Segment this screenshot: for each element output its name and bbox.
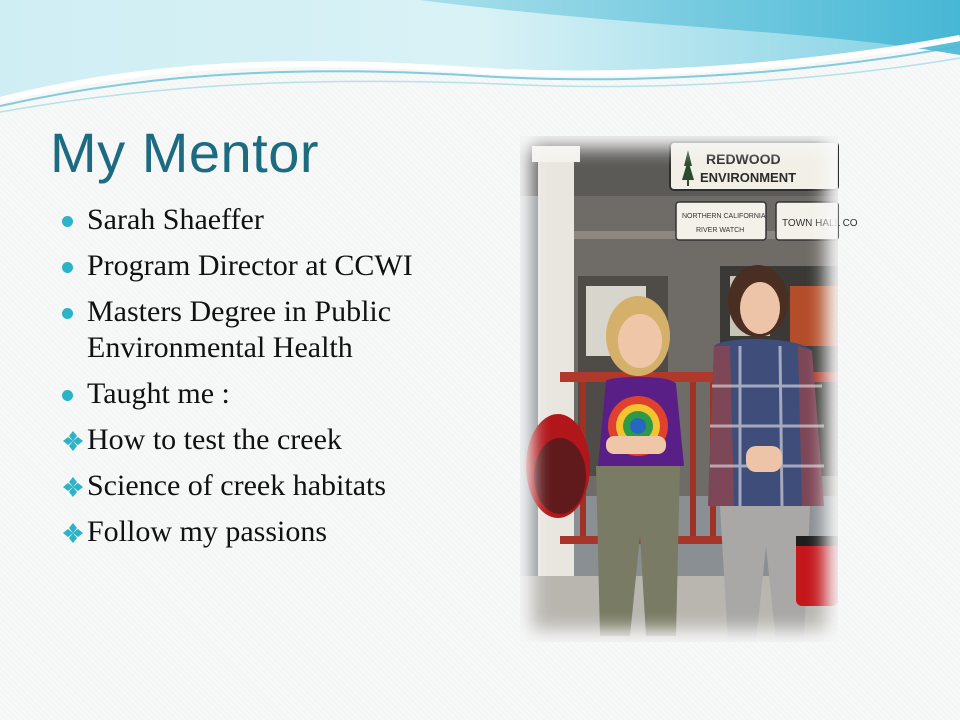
sign-main-line2: ENVIRONMENT xyxy=(700,170,797,185)
bullet-text: Sarah Shaeffer xyxy=(87,203,264,236)
bullet-text: Program Director at CCWI xyxy=(87,249,413,282)
diamond-bullet-icon xyxy=(62,476,84,498)
sub-bullet-item xyxy=(62,422,482,458)
bullet-dot-icon xyxy=(62,308,73,319)
bullet-item xyxy=(62,294,482,366)
bullet-item xyxy=(62,248,482,284)
sign-left-line2: RIVER WATCH xyxy=(696,227,745,234)
sign-right: TOWN HALL CO xyxy=(782,218,858,229)
bullet-text: Taught me : xyxy=(87,377,230,410)
bullet-item xyxy=(62,202,482,238)
sign-left-line1: NORTHERN CALIFORNIA xyxy=(682,213,766,220)
header-wave-decoration xyxy=(0,0,960,120)
sub-bullet-item xyxy=(62,468,482,504)
bullet-list xyxy=(62,202,482,560)
slide-title: My Mentor xyxy=(50,121,319,184)
diamond-bullet-icon xyxy=(62,430,84,452)
bullet-text: How to test the creek xyxy=(87,423,342,456)
bullet-dot-icon xyxy=(62,262,73,273)
bullet-dot-icon xyxy=(62,216,73,227)
bullet-item xyxy=(62,376,482,412)
diamond-bullet-icon xyxy=(62,522,84,544)
bullet-dot-icon xyxy=(62,390,73,401)
bullet-text: Masters Degree in Public Environmental Health xyxy=(87,295,392,364)
mentor-photo xyxy=(520,136,858,642)
photo-illustration xyxy=(520,136,858,642)
sign-main-line1: REDWOOD xyxy=(706,151,781,167)
sub-bullet-item xyxy=(62,514,482,550)
bullet-text: Science of creek habitats xyxy=(87,469,387,502)
bullet-text: Follow my passions xyxy=(87,515,328,548)
